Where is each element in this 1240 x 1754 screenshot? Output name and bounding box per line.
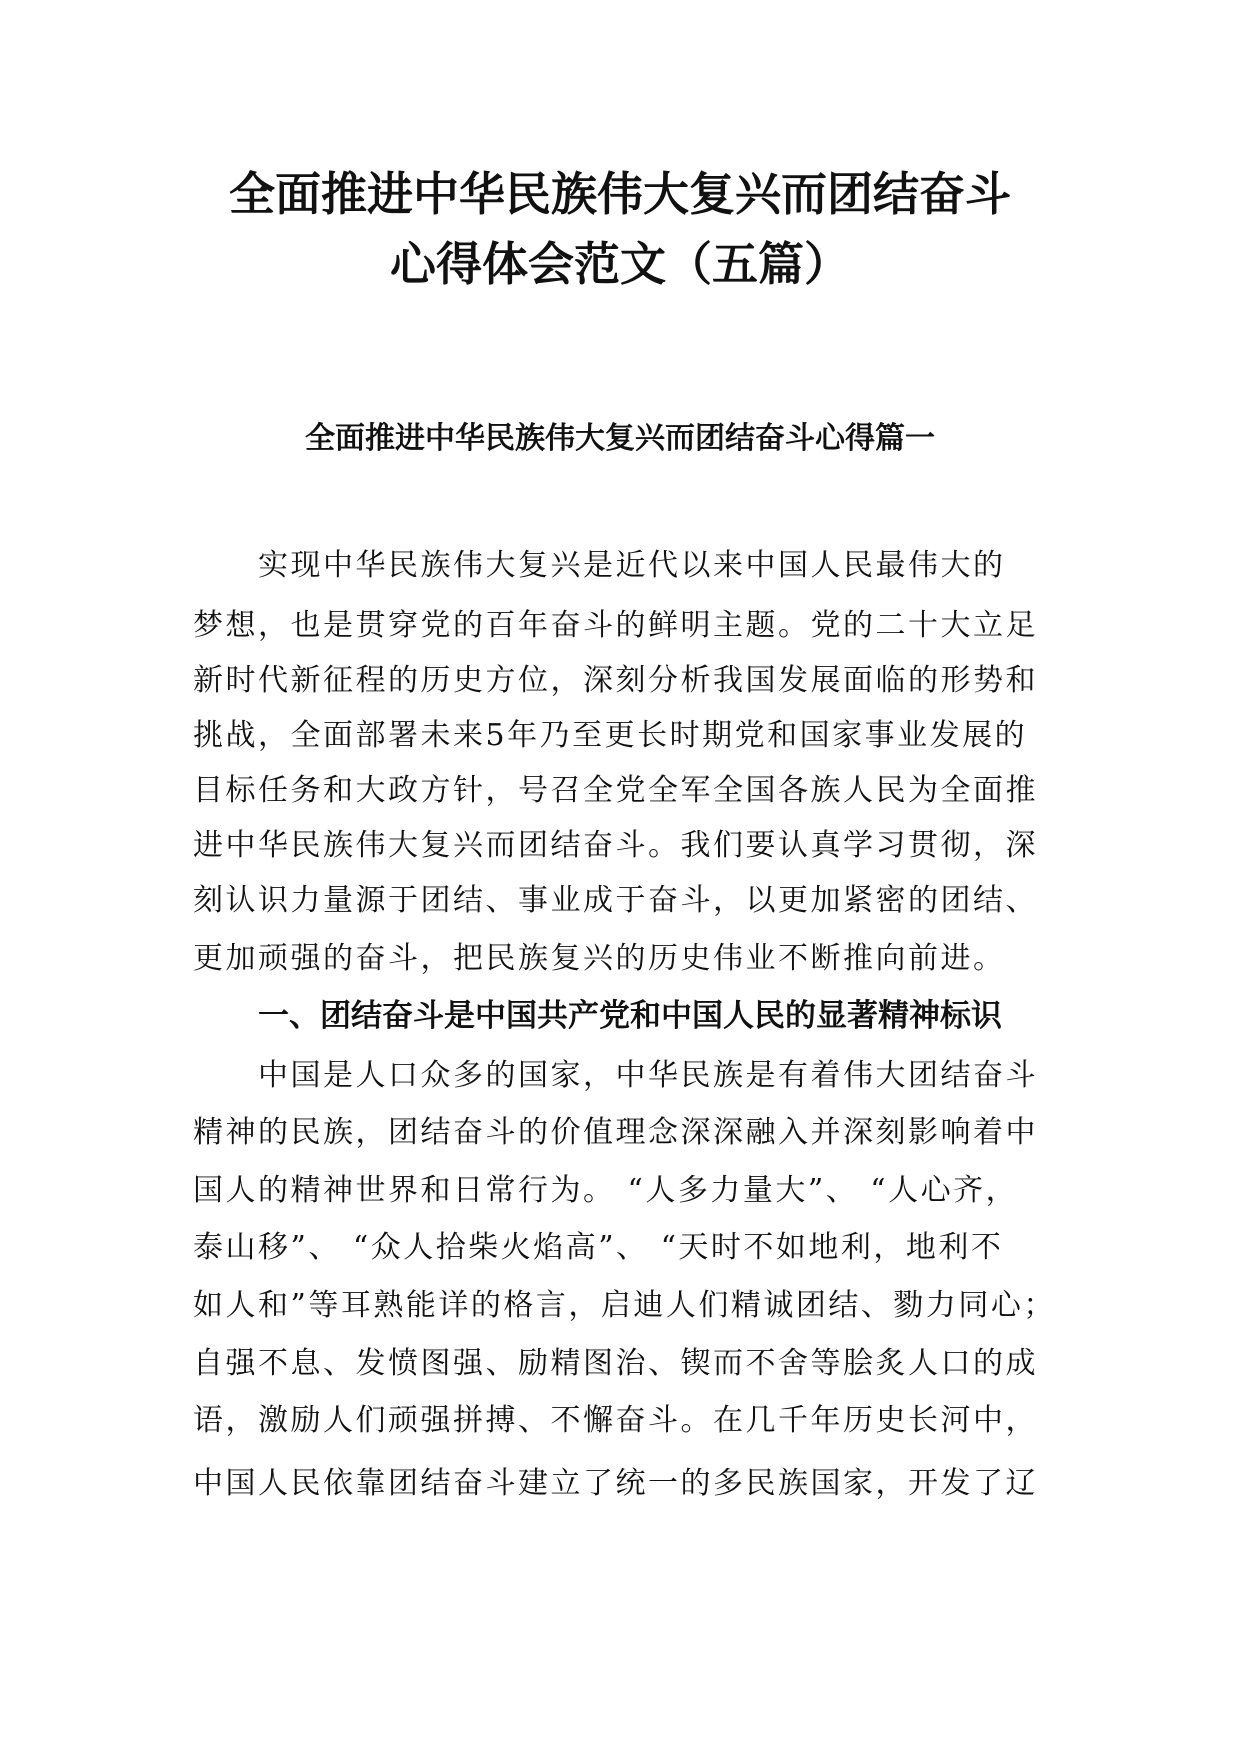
paragraph-1-line: 进中华民族伟大复兴而团结奋斗。我们要认真学习贯彻，深	[193, 828, 1038, 863]
section-heading: 一、团结奋斗是中国共产党和中国人民的显著精神标识	[258, 998, 1002, 1034]
paragraph-2-line: 精神的民族，团结奋斗的价值理念深深融入并深刻影响着中	[193, 1115, 1038, 1150]
paragraph-1-line: 新时代新征程的历史方位，深刻分析我国发展面临的形势和	[193, 663, 1038, 698]
paragraph-1-line: 梦想，也是贯穿党的百年奋斗的鲜明主题。党的二十大立足	[193, 608, 1038, 643]
paragraph-2-line: 中国人民依靠团结奋斗建立了统一的多民族国家，开发了辽	[193, 1466, 1038, 1501]
paragraph-2-line: 泰山移”、 “众人拾柴火焰高”、 “天时不如地利，地利不	[193, 1230, 1004, 1265]
paragraph-2-line: 如人和”等耳熟能详的格言，启迪人们精诚团结、勠力同心；	[193, 1288, 1056, 1323]
paragraph-1-line: 更加顽强的奋斗，把民族复兴的历史伟业不断推向前进。	[193, 941, 1006, 976]
paragraph-1-line: 刻认识力量源于团结、事业成于奋斗，以更加紧密的团结、	[193, 883, 1038, 918]
paragraph-2-line: 国人的精神世界和日常行为。 “人多力量大”、 “人心齐，	[193, 1173, 1019, 1208]
paragraph-1-line: 挑战，全面部署未来5年乃至更长时期党和国家事业发展的	[193, 718, 1028, 753]
article-subtitle: 全面推进中华民族伟大复兴而团结奋斗心得篇一	[305, 421, 935, 456]
document-title-line-1: 全面推进中华民族伟大复兴而团结奋斗	[229, 167, 1011, 221]
paragraph-2-line: 中国是人口众多的国家，中华民族是有着伟大团结奋斗	[258, 1058, 1038, 1093]
paragraph-1-line: 实现中华民族伟大复兴是近代以来中国人民最伟大的	[258, 548, 1006, 583]
paragraph-2-line: 语，激励人们顽强拼搏、不懈奋斗。在几千年历史长河中，	[193, 1403, 1038, 1438]
paragraph-1-line: 目标任务和大政方针，号召全党全军全国各族人民为全面推	[193, 773, 1038, 808]
paragraph-2-line: 自强不息、发愤图强、励精图治、锲而不舍等脍炙人口的成	[193, 1346, 1038, 1381]
document-title-line-2: 心得体会范文（五篇）	[390, 237, 850, 291]
